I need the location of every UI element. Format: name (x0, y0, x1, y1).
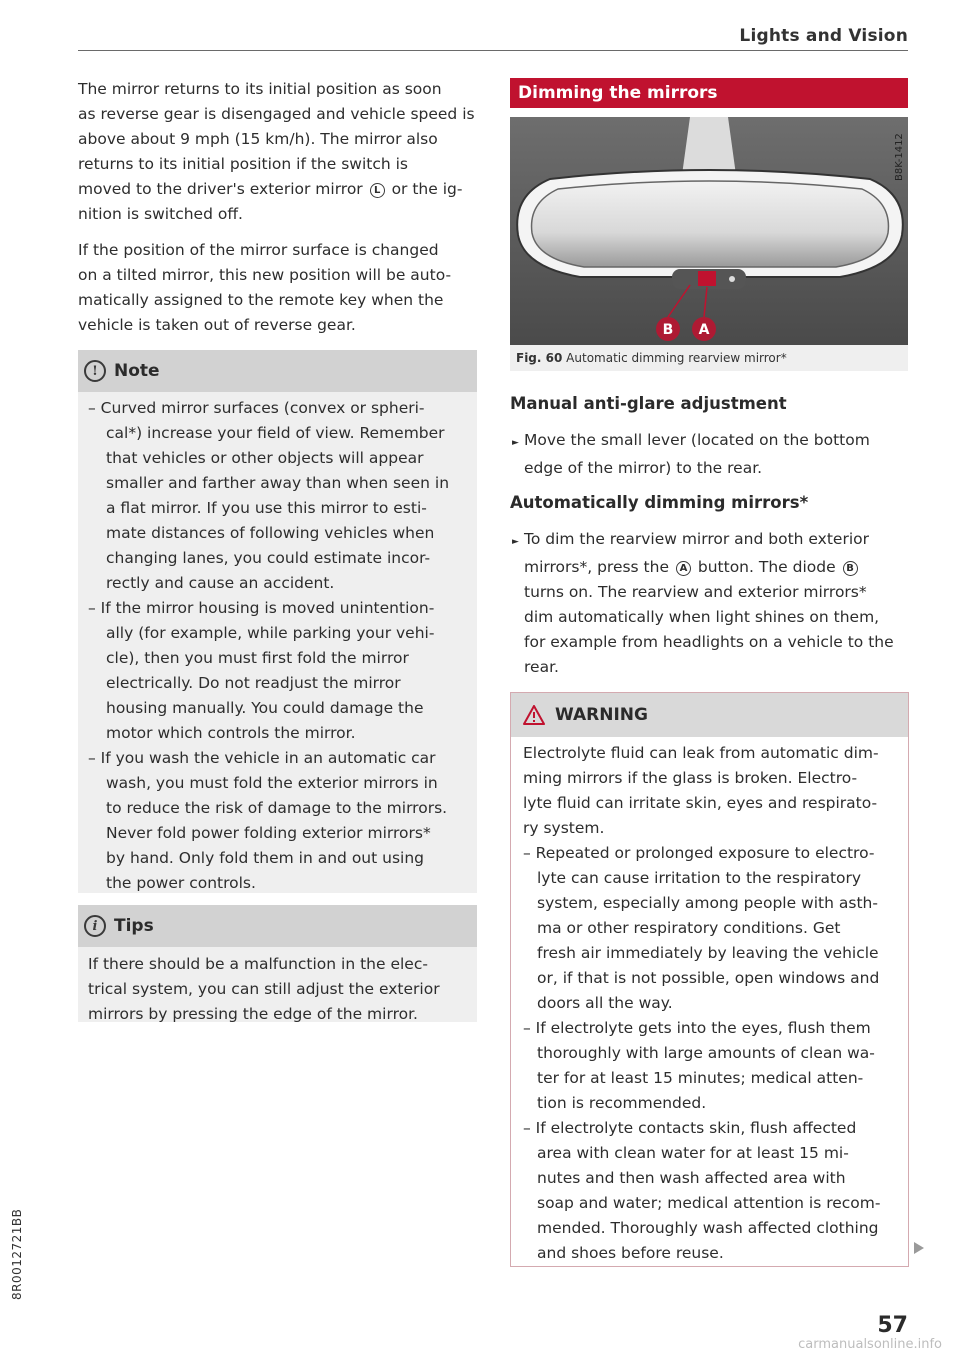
diode-b-symbol: B (843, 561, 858, 576)
text-line: moved to the driver's exterior mirror L or the ig- (78, 180, 463, 198)
section-bar-dimming-mirrors: Dimming the mirrors (510, 78, 908, 108)
tips-box (78, 905, 477, 1022)
label-a: A (698, 322, 710, 338)
header-rule (78, 50, 908, 51)
document-code: 8R0012721BB (10, 1208, 24, 1300)
warning-item: – Repeated or prolonged exposure to electro- lyte can cause irritation to the respiratory system, especially among people with asth- ma or other respiratory conditions. Get fresh air immediately by leaving the vehicle or, if that is not possible, open windows and doors all the way. (523, 844, 880, 1012)
rearview-mirror-figure (510, 117, 908, 345)
continue-arrow-icon (914, 1242, 924, 1254)
tips-header (78, 905, 477, 947)
figure-caption-text: Automatic dimming rearview mirror* (566, 351, 787, 365)
info-icon: i (84, 915, 106, 937)
tips-body: If there should be a malfunction in the elec- trical system, you can still adjust the exterior mirrors by pressing the edge of the mirror. (88, 955, 440, 1023)
page-number: 57 (877, 1313, 908, 1338)
note-item: – Curved mirror surfaces (convex or spheri- cal*) increase your field of view. Remember that vehicles or other objects will appear smaller and farther away than when seen in a flat mirror. If you use this mirror to esti- mate distances of following vehicles when changing lanes, you could estimate incor- rectly and cause an accident. (88, 399, 450, 592)
note-title: Note (114, 361, 160, 381)
text-line: matically assigned to the remote key when the (78, 291, 444, 309)
text-line: nition is switched off. (78, 205, 243, 223)
warning-item: – If electrolyte gets into the eyes, flush them thoroughly with large amounts of clean wa- ter for at least 15 minutes; medical atten- tion is recommended. (523, 1019, 875, 1112)
manual-adjustment-step: ► Move the small lever (located on the bottom edge of the mirror) to the rear. (512, 431, 870, 477)
manual-adjustment-heading: Manual anti-glare adjustment (510, 394, 787, 413)
figure-caption (510, 345, 908, 371)
mirror-illustration (510, 117, 908, 345)
section-title: Lights and Vision (739, 26, 908, 46)
text-line: vehicle is taken out of reverse gear. (78, 316, 356, 334)
warning-triangle-icon (523, 705, 545, 725)
figure-number: Fig. 60 (516, 351, 563, 365)
figure-code: B8K-1412 (894, 133, 905, 181)
text-line: The mirror returns to its initial position as soon (78, 80, 442, 98)
note-header (78, 350, 477, 392)
text-line: returns to its initial position if the switch is (78, 155, 408, 173)
note-item: – If the mirror housing is moved unintention- ally (for example, while parking your vehi- cle), then you must first fold the mirror electrically. Do not readjust the mirror housing manually. You could damage the motor which controls the mirror. (88, 599, 435, 742)
button-a-symbol: A (676, 561, 691, 576)
text-line: above about 9 mph (15 km/h). The mirror also (78, 130, 438, 148)
warning-item: – If electrolyte contacts skin, flush affected area with clean water for at least 15 mi- nutes and then wash affected area with soap and water; medical attention is recom- mended. Thoroughly wash affected clothing and shoes before reuse. (523, 1119, 881, 1262)
text-line: If the position of the mirror surface is changed (78, 241, 439, 259)
auto-dimming-heading: Automatically dimming mirrors* (510, 493, 809, 512)
label-b: B (662, 322, 674, 338)
auto-dimming-step: ► To dim the rearview mirror and both exterior mirrors*, press the A button. The diode B turns on. The rearview and exterior mirrors* dim automatically when light shines on them, for example from headlights on a vehicle to the rear. (512, 530, 894, 676)
note-item: – If you wash the vehicle in an automatic car wash, you must fold the exterior mirrors in to reduce the risk of damage to the mirrors. Never fold power folding exterior mirrors* by hand. Only fold them in and out using the power controls. (88, 749, 448, 892)
warning-title: WARNING (555, 705, 648, 725)
warning-header (511, 693, 908, 737)
text-line: on a tilted mirror, this new position will be auto- (78, 266, 452, 284)
tips-title: Tips (114, 916, 154, 936)
note-body (78, 392, 477, 896)
tilted-mirror-paragraph (78, 238, 478, 338)
triangle-bullet-icon: ► (512, 438, 519, 448)
intro-paragraph (78, 77, 478, 227)
exclamation-icon: ! (84, 360, 106, 382)
watermark: carmanualsonline.info (798, 1337, 942, 1352)
warning-body: Electrolyte fluid can leak from automatic dim- ming mirrors if the glass is broken. Electro- lyte fluid can irritate skin, eyes and respirato- ry system. – Repeated or prolonged exposure to electro- lyte can cause irritation to the respiratory system, especially among people with asth- ma or other respiratory conditions. Get fresh air immediately by leaving the vehicle or, if that is not possible, open windows and doors all the way. – If electrolyte gets into the eyes, flush them thoroughly with large amounts of clean wa- ter for at least 15 minutes; medical atten- tion is recommended. – If electrolyte contacts skin, flush affected area with clean water for at least 15 mi- nutes and then wash affected area with soap and water; medical attention is recom- mended. Thoroughly wash affected clothing and shoes before reuse. (511, 737, 908, 1266)
note-box (78, 350, 477, 893)
switch-l-symbol: L (370, 183, 385, 198)
triangle-bullet-icon: ► (512, 537, 519, 547)
warning-box (510, 692, 909, 1267)
text-line: as reverse gear is disengaged and vehicle speed is (78, 105, 475, 123)
